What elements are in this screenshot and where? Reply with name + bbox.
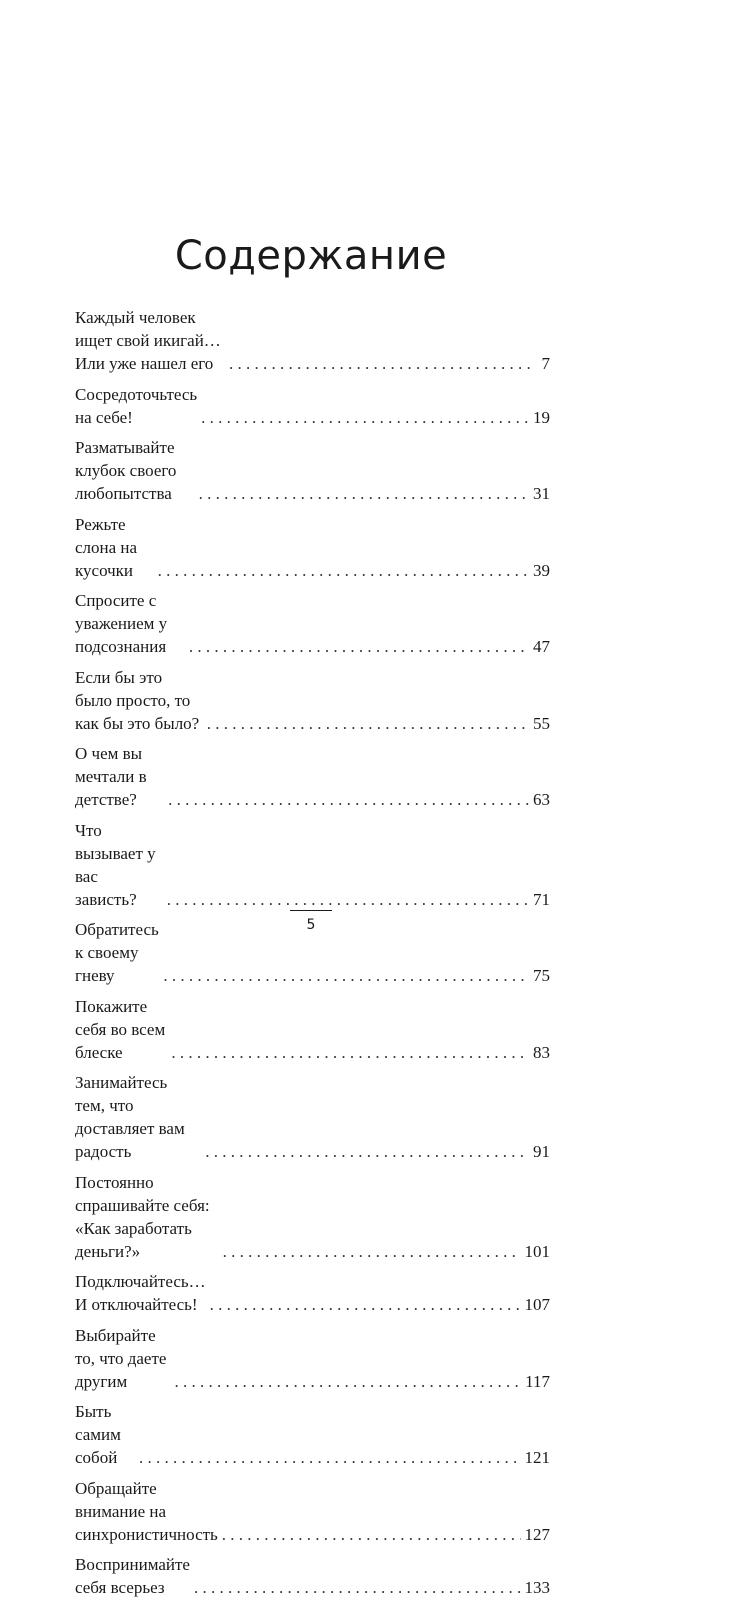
toc-entry-title: Каждый человек ищет свой икигай… Или уже нашел его	[75, 308, 221, 373]
toc-entry[interactable]	[75, 306, 550, 375]
toc-entry-title: Обращайте внимание на синхронистичность	[75, 1478, 218, 1544]
toc-entry[interactable]	[75, 1553, 550, 1599]
toc-entry-title: Обратитесь к своему гневу	[75, 920, 159, 985]
toc-entry-page: 55	[533, 713, 550, 733]
footer-rule	[290, 910, 332, 911]
toc-entry-page: 63	[533, 790, 550, 809]
toc-leader-dots	[167, 888, 529, 911]
toc-entry-title: Спросите с уважением у подсознания	[75, 591, 168, 656]
toc-entry-title: Воспринимайте себя всерьез	[75, 1555, 190, 1597]
toc-leader-dots	[207, 712, 529, 735]
toc-leader-dots	[194, 1576, 521, 1599]
toc-entry[interactable]	[75, 995, 550, 1064]
toc-leader-dots	[139, 1446, 520, 1469]
toc-leader-dots	[171, 1041, 529, 1064]
toc-entry-title: Если бы это было просто, то как бы это было?	[75, 667, 200, 733]
toc-entry-page: 117	[525, 1371, 550, 1391]
toc-entry[interactable]	[75, 1324, 550, 1393]
toc-entry-title: Разматывайте клубок своего любопытства	[75, 438, 177, 503]
toc-leader-dots	[189, 635, 529, 658]
toc-leader-dots	[205, 1140, 529, 1163]
toc-entry-title: О чем вы мечтали в детстве?	[75, 744, 147, 809]
toc-entry-page: 39	[533, 560, 550, 580]
toc-leader-dots	[222, 1523, 521, 1546]
toc-entry[interactable]	[75, 1477, 550, 1546]
page-number: 5	[306, 917, 316, 933]
toc-entry[interactable]	[75, 666, 550, 735]
toc-entry-title: Быть самим собой	[75, 1402, 121, 1467]
toc-leader-dots	[174, 1370, 521, 1393]
toc-entry[interactable]	[75, 1171, 550, 1263]
toc-entry-page: 121	[524, 1448, 550, 1467]
toc-entry-page: 91	[533, 1142, 550, 1161]
toc-entry-page: 19	[533, 407, 550, 427]
toc-entry-title: Выбирайте то, что даете другим	[75, 1325, 167, 1391]
toc-leader-dots	[210, 1293, 521, 1316]
toc-leader-dots	[229, 352, 536, 375]
toc-entry[interactable]	[75, 1071, 550, 1163]
toc-leader-dots	[199, 482, 529, 505]
toc-leader-dots	[168, 788, 529, 811]
toc-entry[interactable]	[75, 383, 550, 429]
toc-entry-page: 47	[533, 637, 550, 656]
toc-entry-page: 71	[533, 889, 550, 909]
toc-entry-title: Постоянно спрашивайте себя: «Как заработать деньги?»	[75, 1172, 210, 1261]
toc-leader-dots	[201, 406, 529, 429]
toc-title: Содержание	[174, 233, 448, 279]
toc-entry-title: Покажите себя во всем блеске	[75, 996, 166, 1062]
toc-entry-title: Сосредоточьтесь на себе!	[75, 384, 198, 427]
toc-entry[interactable]	[75, 513, 550, 582]
toc-entry-page: 31	[533, 484, 550, 503]
toc-entry-page: 127	[524, 1524, 550, 1544]
toc-list	[75, 306, 550, 1607]
toc-entry-title: Занимайтесь тем, что доставляет вам радость	[75, 1073, 185, 1161]
toc-entry-page: 75	[533, 966, 550, 985]
toc-entry-page: 101	[524, 1241, 550, 1261]
toc-entry-title: Что вызывает у вас зависть?	[75, 820, 156, 909]
toc-leader-dots	[223, 1240, 521, 1263]
toc-entry[interactable]	[75, 742, 550, 811]
toc-entry-page: 107	[524, 1295, 550, 1314]
toc-entry[interactable]	[75, 589, 550, 658]
toc-entry[interactable]	[75, 1400, 550, 1469]
toc-entry-title: Подключайтесь… И отключайтесь!	[75, 1272, 206, 1314]
page-footer	[290, 910, 332, 933]
toc-entry-title: Режьте слона на кусочки	[75, 514, 138, 580]
toc-entry-page: 83	[533, 1042, 550, 1062]
toc-entry-page: 7	[541, 354, 550, 373]
toc-leader-dots	[163, 964, 529, 987]
toc-entry-page: 133	[524, 1578, 550, 1597]
toc-entry[interactable]	[75, 819, 550, 911]
toc-entry[interactable]	[75, 436, 550, 505]
toc-entry[interactable]	[75, 1270, 550, 1316]
toc-leader-dots	[158, 559, 529, 582]
